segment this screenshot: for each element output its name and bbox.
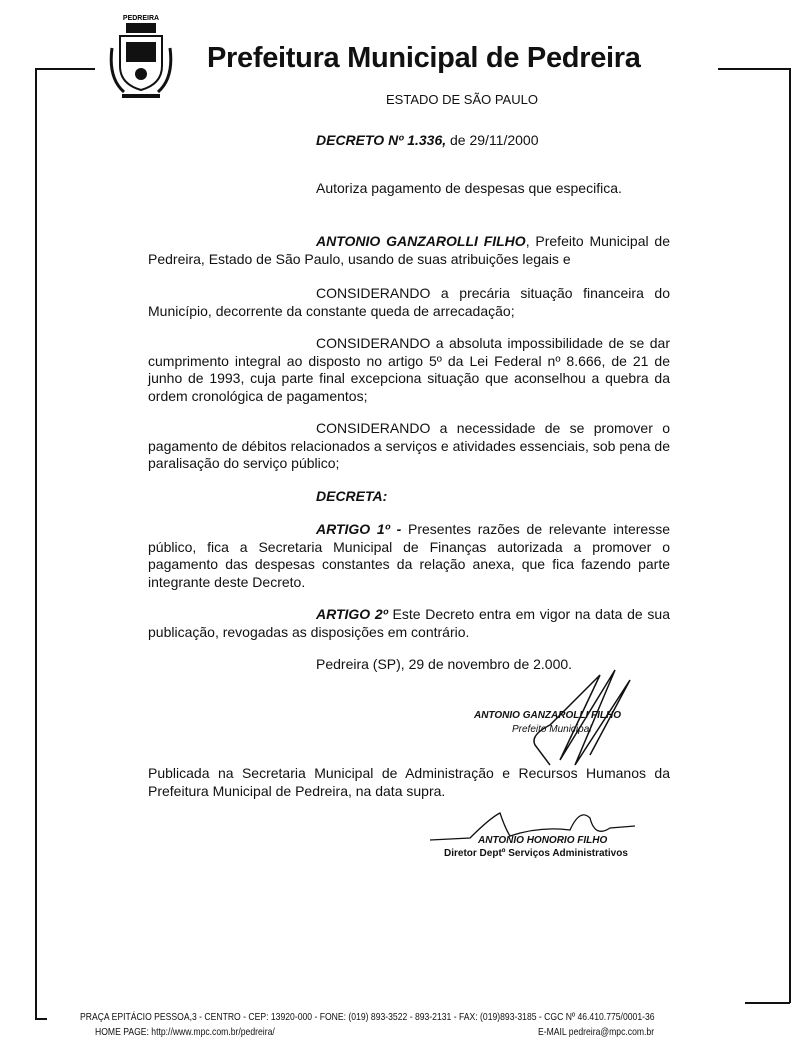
- border-left: [35, 68, 37, 1018]
- mayor-name: ANTONIO GANZAROLLI FILHO: [316, 233, 526, 249]
- border-top-left: [35, 68, 95, 70]
- decree-number: DECRETO Nº 1.336,: [316, 132, 447, 148]
- border-bottom-right: [745, 1002, 790, 1004]
- article-1-label: ARTIGO 1º -: [316, 521, 402, 537]
- considerando-2: CONSIDERANDO a absoluta impossibilidade de se dar cumprimento integral ao disposto no artigo 5º da Lei Federal nº 8.666, de 21 de junho de 1993, cuja parte final excepciona situação que aconselhou a quebra da ordem cronológica de pagamentos;: [148, 335, 670, 404]
- director-signature-name: ANTONIO HONORIO FILHO: [478, 835, 608, 846]
- page-title: Prefeitura Municipal de Pedreira: [207, 42, 641, 74]
- decree-summary: Autoriza pagamento de despesas que especifica.: [316, 180, 622, 196]
- border-bottom-left: [35, 1018, 47, 1020]
- municipal-seal-icon: [108, 8, 174, 103]
- preamble-paragraph: [148, 233, 670, 268]
- director-signature-role: Diretor Deptº Serviços Administrativos: [444, 848, 628, 859]
- decree-date: de 29/11/2000: [446, 132, 539, 148]
- svg-text:PEDREIRA: PEDREIRA: [122, 15, 160, 22]
- footer-homepage: HOME PAGE: http://www.mpc.com.br/pedreira/: [95, 1026, 275, 1038]
- border-top-right: [718, 68, 790, 70]
- publication-note: Publicada na Secretaria Municipal de Administração e Recursos Humanos da Prefeitura Municipal de Pedreira, na data supra.: [148, 765, 670, 799]
- place-date: Pedreira (SP), 29 de novembro de 2.000.: [316, 656, 573, 672]
- footer-email: E-MAIL pedreira@mpc.com.br: [538, 1026, 655, 1038]
- article-2: [148, 606, 670, 641]
- article-1-text: Presentes razões de relevante interesse público, fica a Secretaria Municipal de Finanças autorizada a promover o pagamento das despesas constantes da relação anexa, que fica fazendo parte integrante deste Decreto.: [148, 521, 670, 590]
- decree-heading: [316, 132, 539, 148]
- preamble-text: , Prefeito Municipal de Pedreira, Estado de São Paulo, usando de suas atribuições legais e: [148, 233, 670, 267]
- considerando-1: CONSIDERANDO a precária situação financeira do Município, decorrente da constante queda de arrecadação;: [148, 285, 670, 319]
- article-1: [148, 521, 670, 591]
- border-right: [789, 68, 791, 1003]
- decreta-heading: DECRETA:: [316, 488, 388, 504]
- article-2-text: Este Decreto entra em vigor na data de sua publicação, revogadas as disposições em contrário.: [148, 606, 670, 640]
- footer-address: PRAÇA EPITÁCIO PESSOA,3 - CENTRO - CEP: 13920-000 - FONE: (019) 893-3522 - 893-2131 - FAX: (019)893-3185 - CGC Nº 46.410.775/0001-36: [80, 1011, 655, 1023]
- state-subtitle: ESTADO DE SÃO PAULO: [386, 92, 538, 107]
- considerando-3: CONSIDERANDO a necessidade de se promover o pagamento de débitos relacionados a serviços e atividades essenciais, sob pena de paralisação do serviço público;: [148, 420, 670, 471]
- mayor-signature-role: Prefeito Municipal: [512, 724, 592, 735]
- article-2-label: ARTIGO 2º: [316, 606, 388, 622]
- mayor-signature-name: ANTONIO GANZAROLLI FILHO: [474, 710, 622, 721]
